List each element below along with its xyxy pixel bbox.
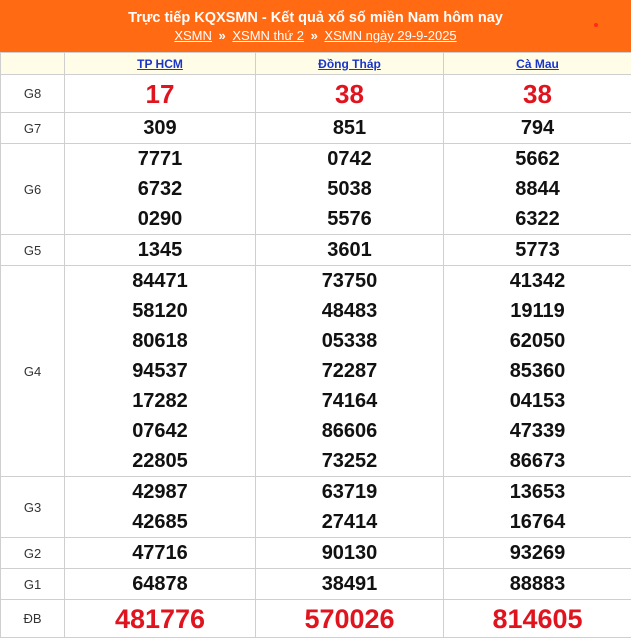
prize-number: 19119 (444, 296, 631, 326)
column-header-tp-hcm (65, 53, 256, 75)
prize-number: 72287 (256, 356, 443, 386)
breadcrumb-xsmn-date[interactable]: XSMN ngày 29-9-2025 (324, 28, 456, 43)
prize-number: 7771 (65, 144, 255, 174)
prize-row-g3 (1, 477, 631, 538)
prize-number: 84471 (65, 266, 255, 296)
breadcrumb (0, 27, 631, 44)
prize-number: 94537 (65, 356, 255, 386)
prize-cell (65, 144, 256, 235)
prize-number: 6732 (65, 174, 255, 204)
prize-cell (65, 600, 256, 638)
prize-number: 05338 (256, 326, 443, 356)
prize-number: 58120 (65, 296, 255, 326)
prize-number: 48483 (256, 296, 443, 326)
decorative-dot (594, 23, 598, 27)
prize-number: 5773 (444, 235, 631, 265)
prize-number: 90130 (256, 538, 443, 568)
page-title: Trực tiếp KQXSMN - Kết quả xổ số miền Nam hôm nay (0, 0, 631, 27)
prize-number: 38 (256, 76, 443, 112)
prize-number: 04153 (444, 386, 631, 416)
prize-cell (444, 75, 631, 113)
prize-cell (65, 235, 256, 266)
prize-number: 47339 (444, 416, 631, 446)
prize-cell (65, 113, 256, 144)
prize-number: 1345 (65, 235, 255, 265)
prize-number: 74164 (256, 386, 443, 416)
corner-cell (1, 53, 65, 75)
prize-number: 17 (65, 76, 255, 112)
prize-number: 0742 (256, 144, 443, 174)
prize-number: 41342 (444, 266, 631, 296)
prize-row-g1 (1, 569, 631, 600)
prize-number: 42685 (65, 507, 255, 537)
prize-row-g5 (1, 235, 631, 266)
prize-number: 13653 (444, 477, 631, 507)
prize-cell (256, 266, 444, 477)
prize-cell (256, 113, 444, 144)
prize-number: 07642 (65, 416, 255, 446)
prize-number: 8844 (444, 174, 631, 204)
province-link-dong-thap[interactable]: Đồng Tháp (318, 57, 381, 71)
prize-cell (444, 477, 631, 538)
prize-number: 851 (256, 113, 443, 143)
prize-number: 22805 (65, 446, 255, 476)
prize-number: 794 (444, 113, 631, 143)
prize-row-đb (1, 600, 631, 638)
prize-label: G1 (1, 569, 65, 600)
breadcrumb-xsmn-thu-2[interactable]: XSMN thứ 2 (232, 28, 304, 43)
prize-cell (256, 477, 444, 538)
prize-cell (65, 266, 256, 477)
prize-number: 17282 (65, 386, 255, 416)
table-header-row (1, 53, 631, 75)
prize-number: 42987 (65, 477, 255, 507)
prize-cell (65, 477, 256, 538)
prize-label: G4 (1, 266, 65, 477)
prize-number: 814605 (444, 601, 631, 637)
prize-number: 6322 (444, 204, 631, 234)
page-header (0, 0, 631, 52)
prize-cell (256, 569, 444, 600)
prize-row-g2 (1, 538, 631, 569)
prize-cell (444, 266, 631, 477)
prize-number: 88883 (444, 569, 631, 599)
results-table (0, 52, 631, 638)
prize-number: 481776 (65, 601, 255, 637)
prize-cell (65, 75, 256, 113)
prize-number: 62050 (444, 326, 631, 356)
prize-cell (256, 235, 444, 266)
breadcrumb-separator: » (216, 28, 229, 43)
breadcrumb-xsmn[interactable]: XSMN (174, 28, 212, 43)
prize-cell (444, 144, 631, 235)
prize-number: 38 (444, 76, 631, 112)
prize-cell (256, 75, 444, 113)
prize-label: G5 (1, 235, 65, 266)
prize-number: 80618 (65, 326, 255, 356)
column-header-dong-thap (256, 53, 444, 75)
prize-number: 309 (65, 113, 255, 143)
prize-cell (444, 538, 631, 569)
province-link-ca-mau[interactable]: Cà Mau (516, 57, 559, 71)
prize-label: G6 (1, 144, 65, 235)
prize-number: 5038 (256, 174, 443, 204)
prize-number: 64878 (65, 569, 255, 599)
prize-row-g8 (1, 75, 631, 113)
prize-cell (444, 235, 631, 266)
prize-number: 85360 (444, 356, 631, 386)
prize-label: G7 (1, 113, 65, 144)
prize-number: 38491 (256, 569, 443, 599)
prize-cell (444, 113, 631, 144)
prize-number: 63719 (256, 477, 443, 507)
prize-number: 5662 (444, 144, 631, 174)
prize-cell (256, 600, 444, 638)
prize-row-g4 (1, 266, 631, 477)
prize-cell (256, 538, 444, 569)
prize-label: G2 (1, 538, 65, 569)
prize-label: G8 (1, 75, 65, 113)
prize-cell (65, 538, 256, 569)
prize-number: 47716 (65, 538, 255, 568)
column-header-ca-mau (444, 53, 631, 75)
prize-row-g6 (1, 144, 631, 235)
breadcrumb-separator: » (308, 28, 321, 43)
prize-cell (444, 600, 631, 638)
prize-cell (65, 569, 256, 600)
prize-number: 73252 (256, 446, 443, 476)
prize-label: G3 (1, 477, 65, 538)
prize-number: 93269 (444, 538, 631, 568)
prize-number: 86606 (256, 416, 443, 446)
prize-number: 5576 (256, 204, 443, 234)
prize-number: 16764 (444, 507, 631, 537)
province-link-tp-hcm[interactable]: TP HCM (137, 57, 183, 71)
prize-row-g7 (1, 113, 631, 144)
prize-number: 73750 (256, 266, 443, 296)
prize-number: 27414 (256, 507, 443, 537)
prize-label: ĐB (1, 600, 65, 638)
prize-number: 86673 (444, 446, 631, 476)
prize-number: 3601 (256, 235, 443, 265)
prize-cell (444, 569, 631, 600)
prize-cell (256, 144, 444, 235)
prize-number: 0290 (65, 204, 255, 234)
prize-number: 570026 (256, 601, 443, 637)
